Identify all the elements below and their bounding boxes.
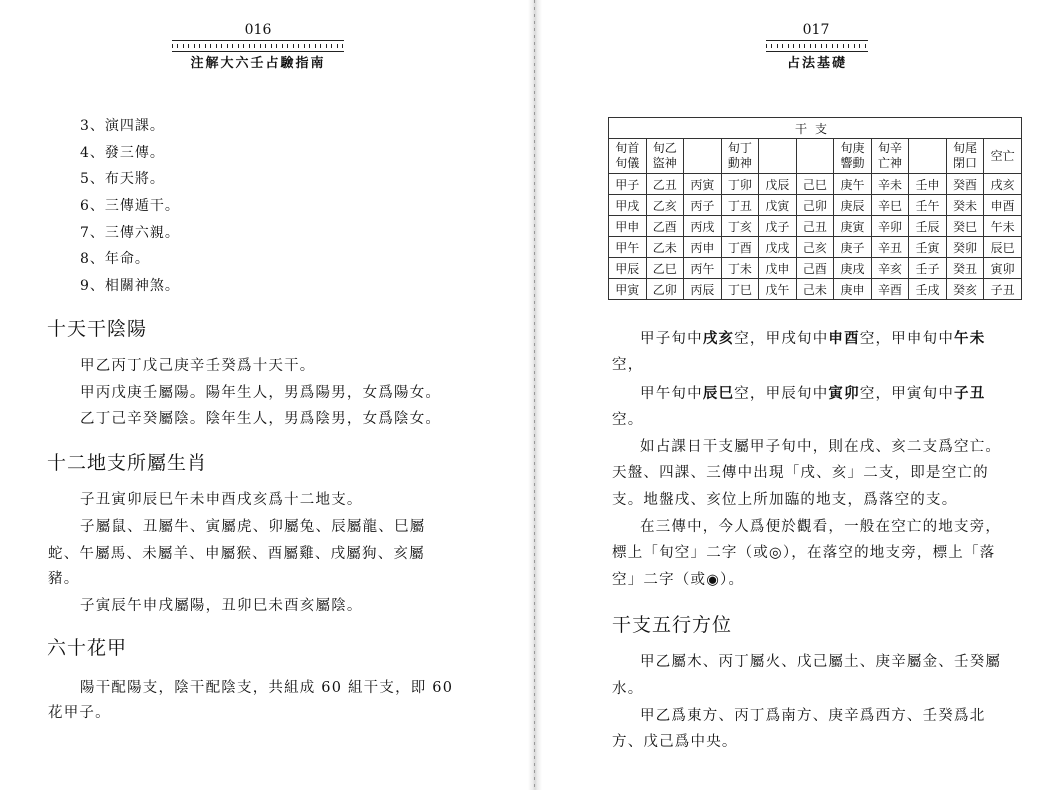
table-cell: 癸亥: [946, 279, 984, 300]
paragraph: 子丑寅卯辰巳午未申酉戌亥爲十二地支。: [80, 492, 363, 508]
table-header-cell: 空亡: [984, 139, 1022, 174]
list-item: 4、發三傳。: [80, 145, 165, 161]
table-cell: 丁未: [721, 258, 759, 279]
table-cell: 甲戌: [609, 195, 647, 216]
table-cell: 戊戌: [759, 237, 797, 258]
paragraph: 豬。: [48, 571, 80, 587]
table-cell: 辰巳: [984, 237, 1022, 258]
table-cell: 戌亥: [984, 174, 1022, 195]
text-span: 空，甲申旬中: [859, 331, 955, 347]
void-line: [640, 380, 985, 408]
table-cell: 甲子: [609, 174, 647, 195]
paragraph: 在三傳中，今人爲便於觀看，一般在空亡的地支旁，: [640, 519, 1002, 535]
section-heading: 干支五行方位: [612, 614, 733, 636]
table-cell: 乙丑: [646, 174, 684, 195]
table-cell: 丙午: [684, 258, 722, 279]
table-cell: 庚辰: [834, 195, 872, 216]
table-cell: 戊辰: [759, 174, 797, 195]
paragraph: 甲丙戊庚壬屬陽。陽年生人，男爲陽男，女爲陽女。: [80, 385, 442, 401]
table-header-cell: 旬乙 盜神: [646, 139, 684, 174]
table-cell: 壬子: [909, 258, 947, 279]
table-cell: 丙子: [684, 195, 722, 216]
table-cell: 辛亥: [871, 258, 909, 279]
section-heading: 十天干陰陽: [47, 318, 148, 340]
running-title: 注解大六壬占驗指南: [190, 56, 326, 71]
table-cell: 癸酉: [946, 174, 984, 195]
table-cell: 丙辰: [684, 279, 722, 300]
table-cell: 丁亥: [721, 216, 759, 237]
list-item: 6、三傳遁干。: [80, 198, 180, 214]
table-cell: 丁酉: [721, 237, 759, 258]
table-cell: 乙未: [646, 237, 684, 258]
table-cell: 癸卯: [946, 237, 984, 258]
paragraph: 天盤、四課、三傳中出現「戌、亥」二支，即是空亡的: [612, 465, 989, 481]
table-header-cell: 旬辛 亡神: [871, 139, 909, 174]
table-cell: 癸丑: [946, 258, 984, 279]
page-number: 017: [802, 22, 830, 38]
table-cell: 乙巳: [646, 258, 684, 279]
table-cell: 甲辰: [609, 258, 647, 279]
table-cell: 己未: [796, 279, 834, 300]
table-cell: 辛丑: [871, 237, 909, 258]
table-cell: 癸巳: [946, 216, 984, 237]
table-cell: 甲寅: [609, 279, 647, 300]
paragraph: 乙丁己辛癸屬陰。陰年生人，男爲陰男，女爲陰女。: [80, 411, 442, 427]
table-row: [609, 279, 1022, 300]
table-header-cell: [909, 139, 947, 174]
paragraph: 蛇、午屬馬、未屬羊、申屬猴、酉屬雞、戌屬狗、亥屬: [48, 546, 425, 562]
paragraph: 子屬鼠、丑屬牛、寅屬虎、卯屬兔、辰屬龍、巳屬: [80, 519, 426, 535]
paragraph: 標上「旬空」二字（或◎），在落空的地支旁，標上「落: [612, 545, 996, 561]
void-line: [640, 325, 985, 353]
table-cell: 辛未: [871, 174, 909, 195]
table-cell: 壬戌: [909, 279, 947, 300]
fret-ornament: [766, 40, 868, 52]
table-cell: 申酉: [984, 195, 1022, 216]
table-cell: 丁丑: [721, 195, 759, 216]
table-cell: 壬寅: [909, 237, 947, 258]
table-cell: 辛卯: [871, 216, 909, 237]
table-cell: 丁巳: [721, 279, 759, 300]
emphasis-text: 辰巳: [702, 385, 735, 402]
book-gutter: [528, 0, 542, 790]
table-header-row: [609, 139, 1022, 174]
emphasis-text: 午未: [954, 330, 986, 347]
table-cell: 己巳: [796, 174, 834, 195]
table-cell: 庚子: [834, 237, 872, 258]
list-item: 8、年命。: [80, 251, 150, 267]
table-cell: 子丑: [984, 279, 1022, 300]
table-cell: 辛巳: [871, 195, 909, 216]
table-cell: 己亥: [796, 237, 834, 258]
table-cell: 戊申: [759, 258, 797, 279]
table-cell: 甲申: [609, 216, 647, 237]
paragraph: 水。: [612, 681, 644, 697]
paragraph: 子寅辰午申戌屬陽，丑卯巳未酉亥屬陰。: [80, 598, 363, 614]
list-item: 3、演四課。: [80, 118, 165, 134]
paragraph: 如占課日干支屬甲子旬中，則在戌、亥二支爲空亡。: [640, 439, 1002, 455]
section-heading: 十二地支所屬生肖: [47, 452, 208, 474]
table-header-cell: [684, 139, 722, 174]
text-span: 甲子旬中: [640, 331, 703, 347]
fret-ornament: [172, 40, 344, 52]
list-item: 7、三傳六親。: [80, 225, 180, 241]
table-cell: 庚寅: [834, 216, 872, 237]
text-span: 空，甲辰旬中: [734, 386, 829, 402]
table-cell: 己丑: [796, 216, 834, 237]
table-body: [609, 174, 1022, 300]
void-line: 空，: [612, 357, 644, 373]
table-cell: 戊寅: [759, 195, 797, 216]
table-header-cell: 旬丁 動神: [721, 139, 759, 174]
paragraph: 陽干配陽支，陰干配陰支，共組成 60 組干支，即 60: [80, 680, 454, 696]
table-caption: 干支: [609, 118, 1022, 139]
table-cell: 壬申: [909, 174, 947, 195]
list-item: 5、布天將。: [80, 171, 165, 187]
table-cell: 己卯: [796, 195, 834, 216]
table-cell: 癸未: [946, 195, 984, 216]
table-cell: 丁卯: [721, 174, 759, 195]
table-row: [609, 195, 1022, 216]
table-cell: 壬午: [909, 195, 947, 216]
text-span: 空，甲寅旬中: [859, 386, 955, 402]
text-span: 甲午旬中: [640, 386, 703, 402]
emphasis-text: 申酉: [828, 330, 860, 347]
void-line: 空。: [612, 412, 644, 428]
paragraph: 甲乙丙丁戊己庚辛壬癸爲十天干。: [80, 358, 316, 374]
table-cell: 己酉: [796, 258, 834, 279]
table-cell: 午未: [984, 216, 1022, 237]
emphasis-text: 戌亥: [702, 330, 735, 347]
table-cell: 丙戌: [684, 216, 722, 237]
table-header-cell: [759, 139, 797, 174]
table-header-cell: 旬首 旬儀: [609, 139, 647, 174]
list-item: 9、相關神煞。: [80, 278, 180, 294]
table-cell: 乙卯: [646, 279, 684, 300]
table-row: [609, 174, 1022, 195]
paragraph: 花甲子。: [48, 705, 111, 721]
table-cell: 甲午: [609, 237, 647, 258]
table-cell: 庚戌: [834, 258, 872, 279]
paragraph: 支。地盤戌、亥位上所加臨的地支，爲落空的支。: [612, 492, 958, 508]
table-row: [609, 237, 1022, 258]
table-caption-row: [609, 118, 1022, 139]
table-cell: 乙亥: [646, 195, 684, 216]
table-cell: 庚申: [834, 279, 872, 300]
stems-branches-table: [608, 117, 1022, 300]
paragraph: 甲乙爲東方、丙丁爲南方、庚辛爲西方、壬癸爲北: [640, 708, 986, 724]
paragraph: 甲乙屬木、丙丁屬火、戊己屬土、庚辛屬金、壬癸屬: [640, 654, 1002, 670]
table-cell: 辛酉: [871, 279, 909, 300]
table-cell: 乙酉: [646, 216, 684, 237]
text-span: 空，甲戌旬中: [734, 331, 829, 347]
table-cell: 庚午: [834, 174, 872, 195]
left-page: [0, 0, 528, 790]
table-cell: 寅卯: [984, 258, 1022, 279]
table-header-cell: 旬庚 響動: [834, 139, 872, 174]
emphasis-text: 子丑: [954, 385, 986, 402]
table-cell: 壬辰: [909, 216, 947, 237]
table-cell: 戊午: [759, 279, 797, 300]
table-header-cell: [796, 139, 834, 174]
page-number: 016: [244, 22, 272, 38]
paragraph: 方、戊己爲中央。: [612, 734, 738, 750]
table-cell: 丙寅: [684, 174, 722, 195]
table-row: [609, 258, 1022, 279]
paragraph: 空」二字（或◉）。: [612, 572, 745, 588]
running-title: 占法基礎: [786, 56, 847, 71]
table-cell: 丙申: [684, 237, 722, 258]
emphasis-text: 寅卯: [828, 385, 860, 402]
table-header-cell: 旬尾 閉口: [946, 139, 984, 174]
table-cell: 戊子: [759, 216, 797, 237]
table-row: [609, 216, 1022, 237]
section-heading: 六十花甲: [47, 637, 128, 659]
